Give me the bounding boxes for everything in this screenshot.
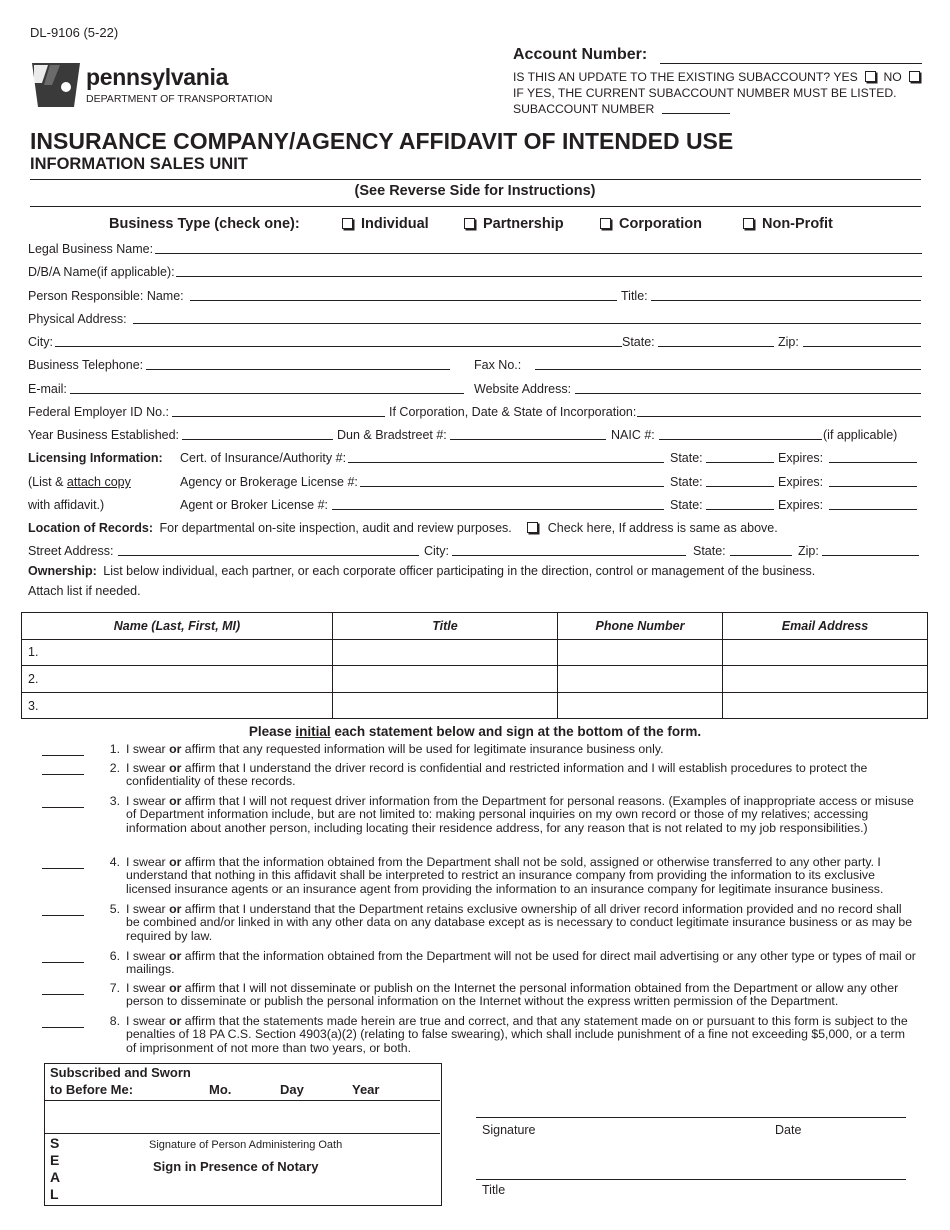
checkbox-icon[interactable] <box>464 218 475 229</box>
owner-title-cell[interactable] <box>333 666 558 693</box>
state-label: State: <box>622 335 655 349</box>
column-header: Phone Number <box>558 613 723 640</box>
business-type-individual[interactable]: Individual <box>342 216 429 233</box>
agency-expires-input[interactable] <box>829 486 917 487</box>
license-expires-label: Expires: <box>778 475 824 489</box>
subaccount-label: SUBACCOUNT NUMBER <box>513 102 655 116</box>
city-label: City: <box>28 335 53 349</box>
legal-name-input[interactable] <box>155 253 922 254</box>
physical-address-label: Physical Address: <box>28 312 127 326</box>
owner-name-cell[interactable]: 2. <box>22 666 333 693</box>
business-type-label: Business Type (check one): <box>109 216 300 232</box>
table-header-row <box>22 613 928 640</box>
logo-department: DEPARTMENT OF TRANSPORTATION <box>86 93 273 105</box>
seal-letter: L <box>50 1186 59 1202</box>
statement-7: 7. I swear or affirm that I will not disseminate or publish on the Internet the personal information obtained from the Department or allow any other person to disseminate or publish the personal information on the Internet without the express written permission of the Department. <box>40 982 920 1010</box>
incorporation-input[interactable] <box>637 416 921 417</box>
form-number: DL-9106 (5-22) <box>30 25 119 40</box>
initial-input[interactable] <box>42 962 84 963</box>
statement-4: 4. I swear or affirm that the information obtained from the Department shall not be sold, assigned or otherwise transferred to any other party. I understand that nothing in this affidavit shall be interpreted to restrict an insurance company from providing the information to its exclusive licensed insurance agents or an insurance agent from providing the information to an insurance company for legitimate insurance business. <box>40 856 920 898</box>
form-subtitle: INFORMATION SALES UNIT <box>30 155 248 173</box>
agent-expires-input[interactable] <box>829 509 917 510</box>
table-row <box>22 692 928 719</box>
notary-presence-label: Sign in Presence of Notary <box>153 1159 319 1174</box>
initial-input[interactable] <box>42 755 84 756</box>
statement-5: 5. I swear or affirm that I understand that the Department retains exclusive ownership of all driver record information provided and no record shall be combined and/or linked in with any other data on any database except as is necessary to conduct legitimate insurance business or as may be required by law. <box>40 903 920 945</box>
form-title: INSURANCE COMPANY/AGENCY AFFIDAVIT OF INTENDED USE <box>30 128 734 154</box>
notary-day-label: Day <box>280 1082 304 1097</box>
person-title-input[interactable] <box>651 300 921 301</box>
owner-title-cell[interactable] <box>333 692 558 719</box>
owner-email-cell[interactable] <box>723 666 928 693</box>
fax-input[interactable] <box>535 369 921 370</box>
initial-heading: Please initial each statement below and sign at the bottom of the form. <box>248 724 702 739</box>
fein-input[interactable] <box>172 416 385 417</box>
records-street-label: Street Address: <box>28 544 114 558</box>
cert-state-input[interactable] <box>706 462 774 463</box>
initial-input[interactable] <box>42 807 84 808</box>
zip-input[interactable] <box>803 346 921 347</box>
state-input[interactable] <box>658 346 774 347</box>
owner-title-cell[interactable] <box>333 639 558 666</box>
checkbox-icon[interactable] <box>342 218 353 229</box>
cert-insurance-input[interactable] <box>348 462 664 463</box>
statement-8: 8. I swear or affirm that the statements made herein are true and correct, and that any statement made on or pursuant to this form is subject to the penalties of 18 PA C.S. Section 4903(a)(2) (relating to false swearing), which shall include punishment of a fine not exceeding $5,000, or a term of imprisonment of not more than two years, or both. <box>40 1015 920 1057</box>
license-expires-label: Expires: <box>778 451 824 465</box>
instructions-note: (See Reverse Side for Instructions) <box>354 183 596 199</box>
fein-label: Federal Employer ID No.: <box>28 405 170 419</box>
license-state-label: State: <box>670 498 703 512</box>
checkbox-icon[interactable] <box>600 218 611 229</box>
agency-license-input[interactable] <box>360 486 664 487</box>
zip-label: Zip: <box>778 335 799 349</box>
pennsylvania-logo <box>30 61 273 109</box>
records-line: Location of Records: For departmental on-site inspection, audit and review purposes. Check here, If address is same as above. <box>28 521 778 535</box>
naic-input[interactable] <box>659 439 822 440</box>
city-input[interactable] <box>55 346 622 347</box>
year-established-label: Year Business Established: <box>28 428 180 442</box>
person-responsible-input[interactable] <box>190 300 617 301</box>
initial-input[interactable] <box>42 994 84 995</box>
year-established-input[interactable] <box>182 439 333 440</box>
records-street-input[interactable] <box>118 555 419 556</box>
telephone-label: Business Telephone: <box>28 358 144 372</box>
update-yes-checkbox[interactable] <box>865 71 876 82</box>
email-label: E-mail: <box>28 382 67 396</box>
fax-label: Fax No.: <box>474 358 522 372</box>
incorporation-label: If Corporation, Date & State of Incorporation: <box>389 405 637 419</box>
records-city-input[interactable] <box>452 555 686 556</box>
initial-input[interactable] <box>42 774 84 775</box>
physical-address-input[interactable] <box>133 323 921 324</box>
website-input[interactable] <box>575 393 921 394</box>
telephone-input[interactable] <box>146 369 450 370</box>
initial-input[interactable] <box>42 1027 84 1028</box>
ownership-attach-note: Attach list if needed. <box>28 584 141 598</box>
seal-letter: S <box>50 1135 60 1151</box>
person-title-label: Title: <box>621 289 648 303</box>
notary-heading-2: to Before Me: <box>50 1082 134 1097</box>
owner-email-cell[interactable] <box>723 692 928 719</box>
notary-heading: Subscribed and Sworn <box>50 1065 191 1080</box>
dba-input[interactable] <box>176 276 922 277</box>
statement-2: 2. I swear or affirm that I understand the driver record is confidential and restricted information and I will establish procedures to protect the confidentiality of these records. <box>40 762 920 790</box>
licensing-side-note-2: with affidavit.) <box>28 498 105 512</box>
duns-input[interactable] <box>450 439 606 440</box>
statement-1: 1. I swear or affirm that any requested information will be used for legitimate insurance business only. <box>40 743 920 757</box>
license-row-label: Agent or Broker License #: <box>180 498 328 512</box>
checkbox-icon[interactable] <box>743 218 754 229</box>
account-number-label: Account Number: <box>513 46 648 63</box>
agent-license-input[interactable] <box>332 509 664 510</box>
keystone-icon <box>30 61 82 109</box>
divider <box>30 179 921 180</box>
signature-label: Signature <box>482 1123 536 1137</box>
agent-state-input[interactable] <box>706 509 774 510</box>
subaccount-field[interactable] <box>662 113 730 114</box>
divider <box>30 206 921 207</box>
column-header: Name (Last, First, MI) <box>22 613 333 640</box>
title-label: Title <box>482 1183 506 1197</box>
oath-signature-label: Signature of Person Administering Oath <box>149 1139 343 1151</box>
statement-3: 3. I swear or affirm that I will not request driver information from the Department for personal reasons. (Examples of inappropriate access or misuse of Department information include, but are not limited to: making personal inquiries on my own record or those of my relatives; accessing information about another person, including locating their residence address, for any reason that is not related to my job responsibilities.) <box>40 795 920 851</box>
naic-label: NAIC #: <box>611 428 655 442</box>
person-responsible-label: Person Responsible: Name: <box>28 289 184 303</box>
duns-label: Dun & Bradstreet #: <box>337 428 447 442</box>
notary-year-label: Year <box>352 1082 380 1097</box>
owner-email-cell[interactable] <box>723 639 928 666</box>
seal-letter: A <box>50 1169 61 1185</box>
initial-input[interactable] <box>42 915 84 916</box>
subaccount-note: IF YES, THE CURRENT SUBACCOUNT NUMBER MUST BE LISTED. <box>513 86 897 100</box>
signature-line[interactable] <box>476 1117 906 1118</box>
title-line[interactable] <box>476 1179 906 1180</box>
owner-name-cell[interactable]: 1. <box>22 639 333 666</box>
agency-state-input[interactable] <box>706 486 774 487</box>
license-state-label: State: <box>670 451 703 465</box>
notary-month-label: Mo. <box>209 1082 232 1097</box>
owner-phone-cell[interactable] <box>558 692 723 719</box>
license-row-label: Agency or Brokerage License #: <box>180 475 358 489</box>
column-header: Email Address <box>723 613 928 640</box>
seal-letter: E <box>50 1152 60 1168</box>
website-label: Website Address: <box>474 382 572 396</box>
records-state-input[interactable] <box>730 555 792 556</box>
email-input[interactable] <box>70 393 464 394</box>
business-type-partnership[interactable]: Partnership <box>464 216 564 233</box>
update-question: IS THIS AN UPDATE TO THE EXISTING SUBACCOUNT? YES NO <box>513 70 924 84</box>
table-row <box>22 666 928 693</box>
table-row <box>22 639 928 666</box>
records-state-label: State: <box>693 544 726 558</box>
dba-label: D/B/A Name(if applicable): <box>28 265 175 279</box>
license-row-label: Cert. of Insurance/Authority #: <box>180 451 347 465</box>
licensing-label: Licensing Information: <box>28 451 163 465</box>
cert-expires-input[interactable] <box>829 462 917 463</box>
account-number-field[interactable] <box>660 63 922 64</box>
business-type-corporation[interactable]: Corporation <box>600 216 702 233</box>
ownership-text: Ownership: List below individual, each partner, or each corporate officer participating in the direction, control or management of the business. <box>28 564 816 578</box>
records-zip-label: Zip: <box>798 544 819 558</box>
ownership-table <box>21 612 928 719</box>
legal-name-label: Legal Business Name: <box>28 242 154 256</box>
column-header: Title <box>333 613 558 640</box>
if-applicable-note: (if applicable) <box>823 428 898 442</box>
license-state-label: State: <box>670 475 703 489</box>
same-address-checkbox[interactable] <box>527 522 538 533</box>
owner-phone-cell[interactable] <box>558 639 723 666</box>
initial-input[interactable] <box>42 868 84 869</box>
notary-date-input[interactable] <box>45 1100 440 1134</box>
records-city-label: City: <box>424 544 449 558</box>
owner-phone-cell[interactable] <box>558 666 723 693</box>
business-type-nonprofit[interactable]: Non-Profit <box>743 216 833 233</box>
licensing-side-note: (List & attach copy <box>28 475 131 489</box>
license-expires-label: Expires: <box>778 498 824 512</box>
records-zip-input[interactable] <box>822 555 919 556</box>
statement-6: 6. I swear or affirm that the information obtained from the Department will not be used for direct mail advertising or any other type or types of mail or mailings. <box>40 950 920 978</box>
notary-box <box>44 1063 442 1206</box>
logo-state-name: pennsylvania <box>86 64 229 90</box>
date-label: Date <box>775 1123 802 1137</box>
owner-name-cell[interactable]: 3. <box>22 692 333 719</box>
update-no-checkbox[interactable] <box>909 71 920 82</box>
